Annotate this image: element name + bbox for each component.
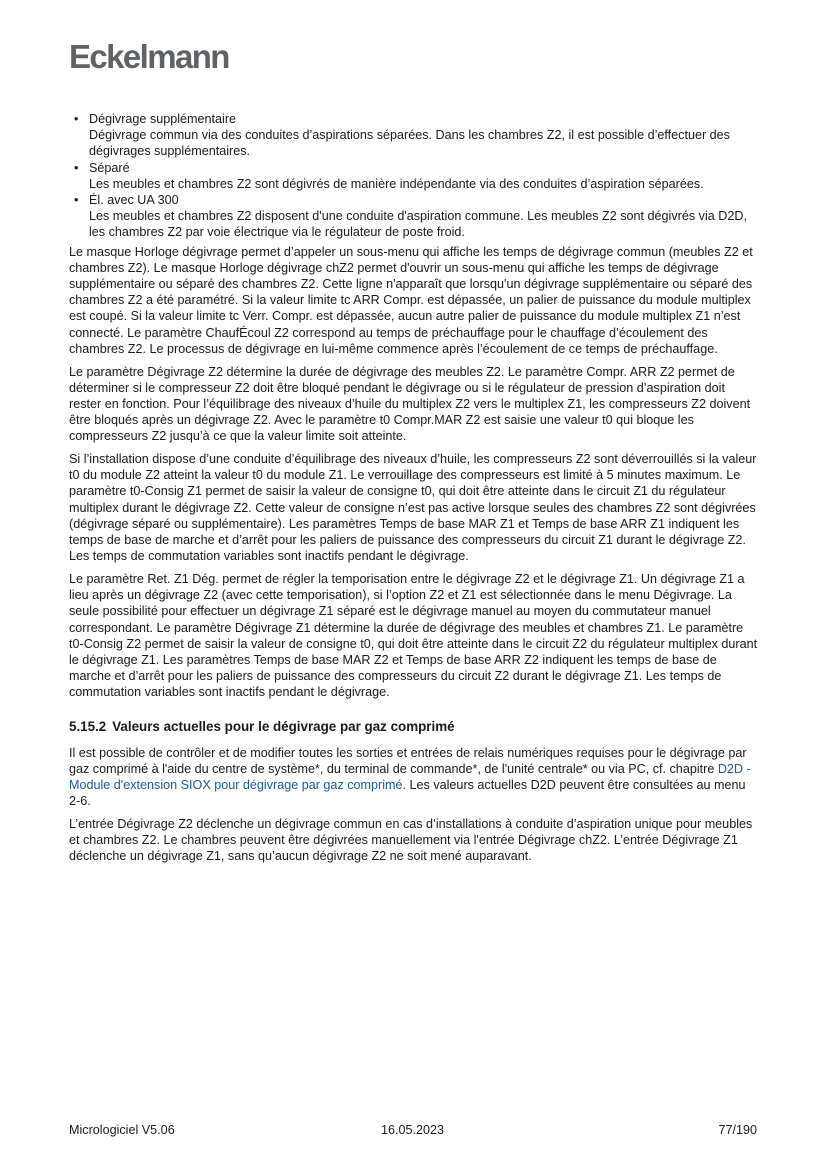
bullet-icon: • — [74, 160, 79, 175]
list-item — [69, 160, 759, 192]
paragraph-text: . Les valeurs actuelles D2D peuvent être consultées au menu 2-6. — [69, 778, 746, 809]
bullet-icon: • — [74, 193, 79, 208]
body-paragraph: Le masque Horloge dégivrage permet d’appeler un sous-menu qui affiche les temps de dégivrage commun (meubles Z2 et chambres Z2). Le masque Horloge dégivrage chZ2 permet d'ouvrir un sous-menu qui affiche les temps de dégivrage supplémentaire ou séparé des chambres Z2. Cette ligne n'apparaît que lorsqu'un dégivrage supplémentaire ou séparé des chambres Z2 a été paramétré. Si la valeur limite tc ARR Compr. est dépassée, un palier de puissance du module multiplex est coupé. Si la valeur limite tc Verr. Compr. est dépassée, aucun autre palier de puissance du module multiplex Z1 n’est connecté. Le paramètre ChaufÉcoul Z2 correspond au temps de préchauffage pour le chauffage d’écoulement des chambres Z2. Le processus de dégivrage en lui-même commence après l’écoulement de ce temps de préchauffage. — [69, 244, 753, 356]
footer-firmware-version: Micrologiciel V5.06 — [69, 1123, 175, 1137]
list-item-title: Él. avec UA 300 — [89, 193, 179, 208]
paragraph-text: Il est possible de contrôler et de modifier toutes les sorties et entrées de relais numériques requises pour le dégivrage par gaz comprimé à l'aide du centre de système*, du terminal de commande*, de l'unité centrale* ou via PC, cf. chapitre — [69, 745, 747, 776]
section-title: Valeurs actuelles pour le dégivrage par gaz comprimé — [112, 718, 455, 734]
chapter-link-d2d[interactable]: D2D - Module d'extension SIOX pour dégivrage par gaz comprimé — [69, 761, 751, 793]
footer-page-number: 77/190 — [718, 1123, 757, 1137]
list-item-description: Les meubles et chambres Z2 disposent d'une conduite d'aspiration commune. Les meubles Z2 sont dégivrés via D2D, les chambres Z2 par voie électrique via le régulateur de poste froid. — [89, 209, 747, 240]
body-paragraph: Le paramètre Ret. Z1 Dég. permet de régler la temporisation entre le dégivrage Z2 et le dégivrage Z1. Un dégivrage Z1 a lieu après un dégivrage Z2 (avec cette temporisation), si l’option Z2 et Z1 est sélectionnée dans le menu Dégivrage. La seule possibilité pour effectuer un dégivrage Z1 séparé est le dégivrage manuel au moyen du commutateur manuel correspondant. Le paramètre Dégivrage Z1 détermine la durée de dégivrage des meubles et chambres Z1. Le paramètre t0-Consig Z2 permet de saisir la valeur de consigne t0, qui doit être atteinte dans le circuit Z2 du régulateur multiplex durant le dégivrage Z1. Les paramètres Temps de base MAR Z2 et Temps de base ARR Z2 indiquent les temps de base de marche et d’arrêt pour les paliers de puissance des compresseurs du circuit Z2 durant le dégivrage Z1. Les temps de commutation variables sont inactifs pendant le dégivrage. — [69, 571, 758, 700]
body-paragraph: Le paramètre Dégivrage Z2 détermine la durée de dégivrage des meubles Z2. Le paramètre Compr. ARR Z2 permet de déterminer si le compresseur Z2 doit être bloqué pendant le dégivrage ou si le régulateur de pression d’aspiration doit rester en fonction. Pour l’équilibrage des niveaux d’huile du multiplex Z2 vers le multiplex Z1, les compresseurs Z2 doivent être bloqués après un dégivrage Z2. Avec le paramètre t0 Compr.MAR Z2 est saisie une valeur t0 qui bloque les compresseurs Z2 jusqu’à ce que la valeur limite soit atteinte. — [69, 364, 751, 444]
list-item-title: Séparé — [89, 160, 130, 175]
section-heading — [69, 718, 759, 735]
body-paragraph: Si l’installation dispose d’une conduite d’équilibrage des niveaux d’huile, les compresseurs Z2 sont déverrouillés si la valeur t0 du module Z2 atteint la valeur t0 du module Z1. Le verrouillage des compresseurs est limité à 5 minutes maximum. Le paramètre t0-Consig Z1 permet de saisir la valeur de consigne t0, qui doit être atteinte dans le circuit Z1 du régulateur multiplex durant le dégivrage Z2. Cette valeur de consigne n’est pas active lorsque seules des chambres Z2 sont dégivrées (dégivrage séparé ou supplémentaire). Les paramètres Temps de base MAR Z1 et Temps de base ARR Z1 indiquent les temps de base de marche et d’arrêt pour les paliers de puissance des compresseurs du circuit Z1 durant le dégivrage Z2. Les temps de commutation variables sont inactifs pendant le dégivrage. — [69, 452, 757, 564]
list-item-description: Dégivrage commun via des conduites d’aspirations séparées. Dans les chambres Z2, il est possible d’effectuer des dégivrages supplémentaires. — [89, 128, 730, 159]
footer-date: 16.05.2023 — [381, 1123, 445, 1137]
body-paragraph — [69, 745, 759, 810]
list-item — [69, 192, 759, 241]
section-number: 5.15.2 — [69, 718, 107, 734]
list-item-description: Les meubles et chambres Z2 sont dégivrés de manière indépendante via des conduites d’aspiration séparées. — [89, 176, 704, 191]
list-item — [69, 111, 759, 160]
bullet-icon: • — [74, 112, 79, 126]
eckelmann-logo: Eckelmann — [69, 38, 229, 75]
defrost-mode-list — [69, 111, 759, 241]
body-paragraph: L’entrée Dégivrage Z2 déclenche un dégivrage commun en cas d’installations à conduite d’aspiration unique pour meubles et chambres Z2. Le chambres peuvent être dégivrées manuellement via l'entrée Dégivrage chZ2. L’entrée Dégivrage Z1 déclenche un dégivrage Z1, sans qu’aucun dégivrage Z2 ne soit mené auparavant. — [69, 816, 753, 864]
page-content — [69, 111, 759, 871]
list-item-title: Dégivrage supplémentaire — [89, 112, 237, 126]
